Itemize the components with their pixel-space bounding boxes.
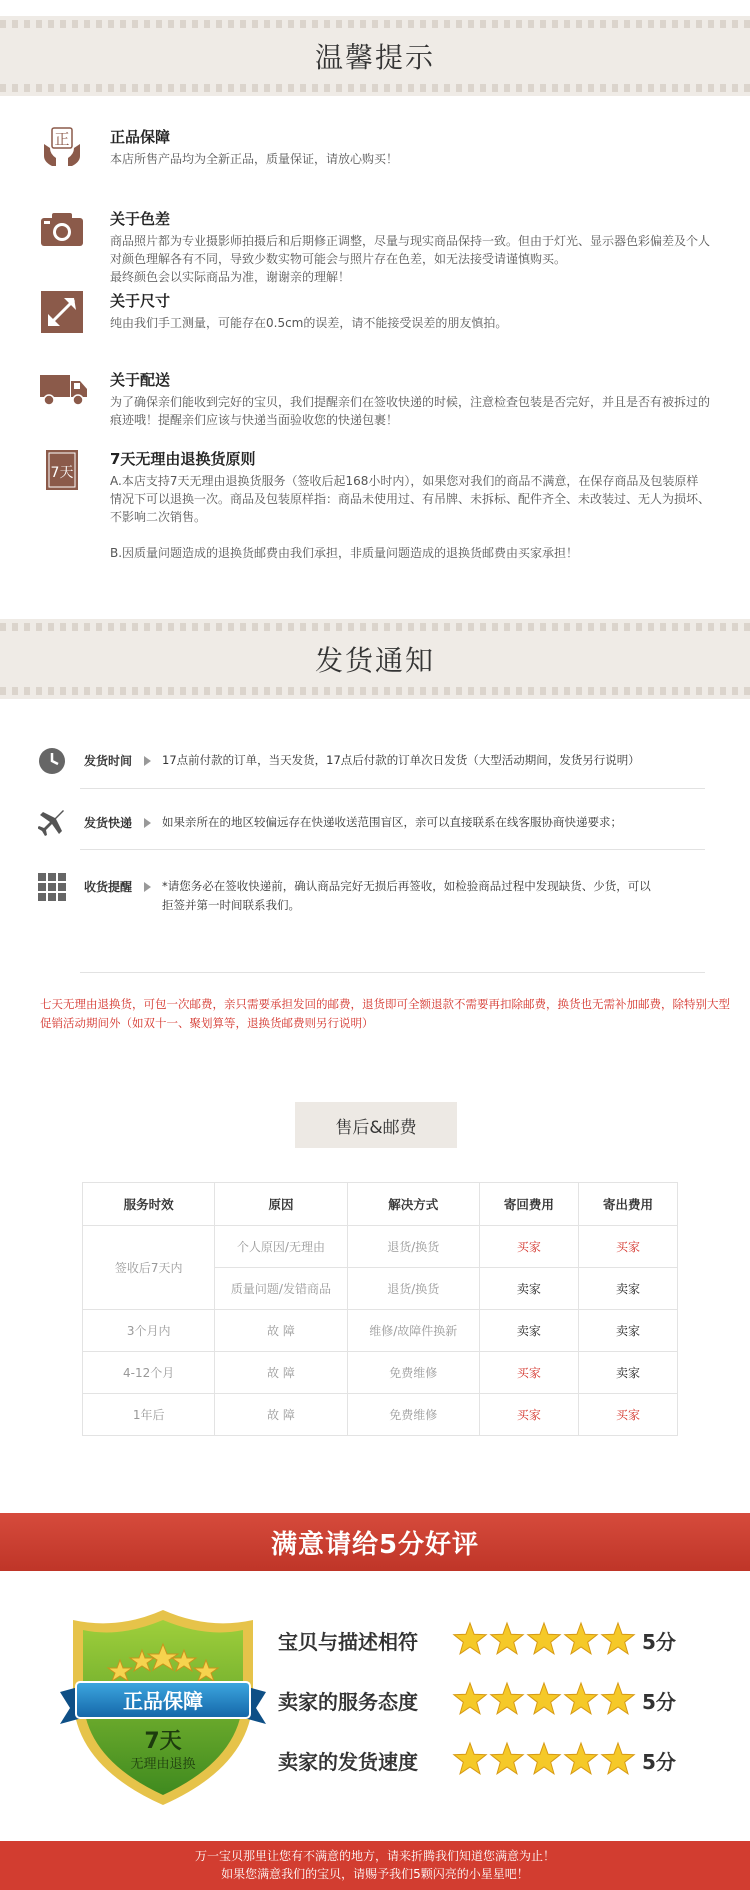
ship-banner-title: 发货通知 (314, 644, 435, 677)
ship-text: 17点前付款的订单，当天发货，17点后付款的订单次日发货（大型活动期间，发货另行说明） (162, 753, 640, 767)
rating-row (278, 1740, 698, 1780)
solution-cell: 免费维修 (347, 1394, 479, 1436)
rating-banner: 满意请给5分好评 (0, 1513, 750, 1571)
resize-arrow-icon (40, 290, 84, 334)
star-icon (491, 1683, 523, 1714)
tip-body: 纯由我们手工测量，可能存在0.5cm的误差，请不能接受误差的朋友慎拍。 (110, 316, 508, 330)
rating-score: 5分 (642, 1630, 676, 1654)
seven-day-icon (40, 448, 84, 492)
period-cell: 3个月内 (83, 1310, 215, 1352)
return-fee-cell: 买家 (479, 1352, 578, 1394)
star-icon (602, 1743, 634, 1774)
send-fee-cell: 买家 (578, 1226, 677, 1268)
tip-body: 为了确保亲们能收到完好的宝贝，我们提醒亲们在签收快递的时候，注意检查包装是否完好，并且是否有被拆过的 痕迹哦！提醒亲们应该与快递当面验收您的快递包裹！ (110, 395, 711, 427)
star-icon (565, 1743, 597, 1774)
badge-main-text: 正品保障 (123, 1689, 203, 1713)
star-icon (454, 1743, 486, 1774)
clock-icon (38, 747, 66, 775)
footer-line: 如果您满意我们的宝贝，请赐予我们5颗闪亮的小星星吧！ (221, 1867, 529, 1881)
tips-banner (0, 16, 750, 96)
arrow-right-icon (144, 756, 151, 766)
free-return-notice: 七天无理由退换货，可包一次邮费，亲只需要承担发回的邮费，退货即可全额退款不需要再扣除邮费，换货也无需补加邮费，除特别大型促销活动期间外（如双十一、聚划算等，退换货邮费则另行说明） (40, 997, 730, 1030)
tip-heading: 关于尺寸 (110, 292, 171, 310)
rating-row (278, 1620, 698, 1660)
star-icon (565, 1683, 597, 1714)
rating-score: 5分 (642, 1750, 676, 1774)
return-fee-cell: 买家 (479, 1394, 578, 1436)
column-header: 寄出费用 (578, 1183, 677, 1226)
table-row (83, 1352, 678, 1394)
solution-cell: 退货/换货 (347, 1226, 479, 1268)
divider (80, 972, 705, 973)
tip-body: 本店所售产品均为全新正品，质量保证，请放心购买！ (110, 152, 399, 166)
star-icon (491, 1743, 523, 1774)
column-header: 原因 (215, 1183, 347, 1226)
rating-score: 5分 (642, 1690, 676, 1714)
send-fee-cell: 买家 (578, 1394, 677, 1436)
after-sales-title: 售后&邮费 (295, 1102, 457, 1148)
tip-heading: 7天无理由退换货原则 (110, 450, 256, 468)
star-icon (454, 1683, 486, 1714)
star-rating (452, 1620, 642, 1660)
genuine-hands-icon (40, 126, 84, 170)
tips-banner-title: 温馨提示 (314, 41, 435, 74)
star-icon (602, 1683, 634, 1714)
tip-body: 商品照片都为专业摄影师拍摄后和后期修正调整，尽量与现实商品保持一致。但由于灯光、显示器色彩偏差及个人 对颜色理解各有不同，导致少数实物可能会与照片存在色差，如无法接受请谨慎购买。 最终颜色会以实际商品为准，谢谢亲的理解！ (110, 234, 711, 284)
star-rating (452, 1680, 642, 1720)
star-icon (602, 1623, 634, 1654)
star-icon (491, 1623, 523, 1654)
return-fee-cell: 卖家 (479, 1268, 578, 1310)
tip-heading: 正品保障 (110, 128, 171, 146)
arrow-right-icon (144, 882, 151, 892)
return-fee-cell: 卖家 (479, 1310, 578, 1352)
star-icon (528, 1683, 560, 1714)
reason-cell: 故 障 (215, 1394, 347, 1436)
star-icon (565, 1623, 597, 1654)
grid-icon (38, 873, 66, 901)
rating-label: 宝贝与描述相符 (278, 1630, 418, 1654)
send-fee-cell: 卖家 (578, 1268, 677, 1310)
reason-cell: 个人原因/无理由 (215, 1226, 347, 1268)
tip-heading: 关于色差 (110, 210, 171, 228)
genuine-shield-badge (58, 1600, 268, 1810)
ship-label: 发货快递 (84, 816, 133, 830)
table-row (83, 1226, 678, 1268)
star-rating (452, 1740, 642, 1780)
badge-sub-text: 无理由退换 (130, 1757, 196, 1772)
ship-text: *请您务必在签收快递前，确认商品完好无损后再签收，如检验商品过程中发现缺货、少货，可以拒签并第一时间联系我们。 (162, 879, 651, 912)
table-header-row (83, 1183, 678, 1226)
column-header: 寄回费用 (479, 1183, 578, 1226)
rating-label: 卖家的发货速度 (278, 1750, 418, 1774)
ship-banner (0, 619, 750, 699)
tip-heading: 关于配送 (110, 371, 171, 389)
footer-line: 万一宝贝那里让您有不满意的地方，请来折腾我们知道您满意为止！ (194, 1849, 555, 1863)
rating-label: 卖家的服务态度 (278, 1690, 418, 1714)
ship-label: 发货时间 (84, 754, 133, 768)
table-row (83, 1394, 678, 1436)
tip-body: A.本店支持7天无理由退换货服务（签收后起168小时内），如果您对我们的商品不满意，在保存商品及包装原样 情况下可以退换一次。商品及包装原样指：商品未使用过、有吊牌、未拆标、配件齐全、未改装过、无人为损坏、 不影响二次销售。 B.因质量问题造成的退换货邮费由我们承担，非质量问题造成的退换货邮费由买家承担！ (110, 474, 711, 560)
truck-icon (40, 369, 84, 413)
period-cell: 4-12个月 (83, 1352, 215, 1394)
rating-row (278, 1680, 698, 1720)
airplane-icon (38, 809, 66, 837)
divider (80, 849, 705, 850)
column-header: 解决方式 (347, 1183, 479, 1226)
period-cell: 1年后 (83, 1394, 215, 1436)
reason-cell: 故 障 (215, 1310, 347, 1352)
divider (80, 788, 705, 789)
star-icon (454, 1623, 486, 1654)
ship-text: 如果亲所在的地区较偏远存在快递收送范围盲区，亲可以直接联系在线客服协商快递要求； (162, 815, 622, 829)
send-fee-cell: 卖家 (578, 1310, 677, 1352)
footer-banner (0, 1841, 750, 1890)
arrow-right-icon (144, 818, 151, 828)
camera-icon (40, 208, 84, 252)
reason-cell: 质量问题/发错商品 (215, 1268, 347, 1310)
solution-cell: 免费维修 (347, 1352, 479, 1394)
star-icon (528, 1743, 560, 1774)
badge-days-text: 7天 (144, 1729, 182, 1754)
table-row (83, 1310, 678, 1352)
after-sales-table (82, 1182, 678, 1436)
star-icon (528, 1623, 560, 1654)
ship-label: 收货提醒 (84, 880, 133, 894)
solution-cell: 退货/换货 (347, 1268, 479, 1310)
period-cell: 签收后7天内 (83, 1226, 215, 1310)
reason-cell: 故 障 (215, 1352, 347, 1394)
svg-text:正: 正 (54, 130, 70, 148)
column-header: 服务时效 (83, 1183, 215, 1226)
svg-text:7天: 7天 (50, 465, 74, 481)
solution-cell: 维修/故障件换新 (347, 1310, 479, 1352)
send-fee-cell: 卖家 (578, 1352, 677, 1394)
return-fee-cell: 买家 (479, 1226, 578, 1268)
